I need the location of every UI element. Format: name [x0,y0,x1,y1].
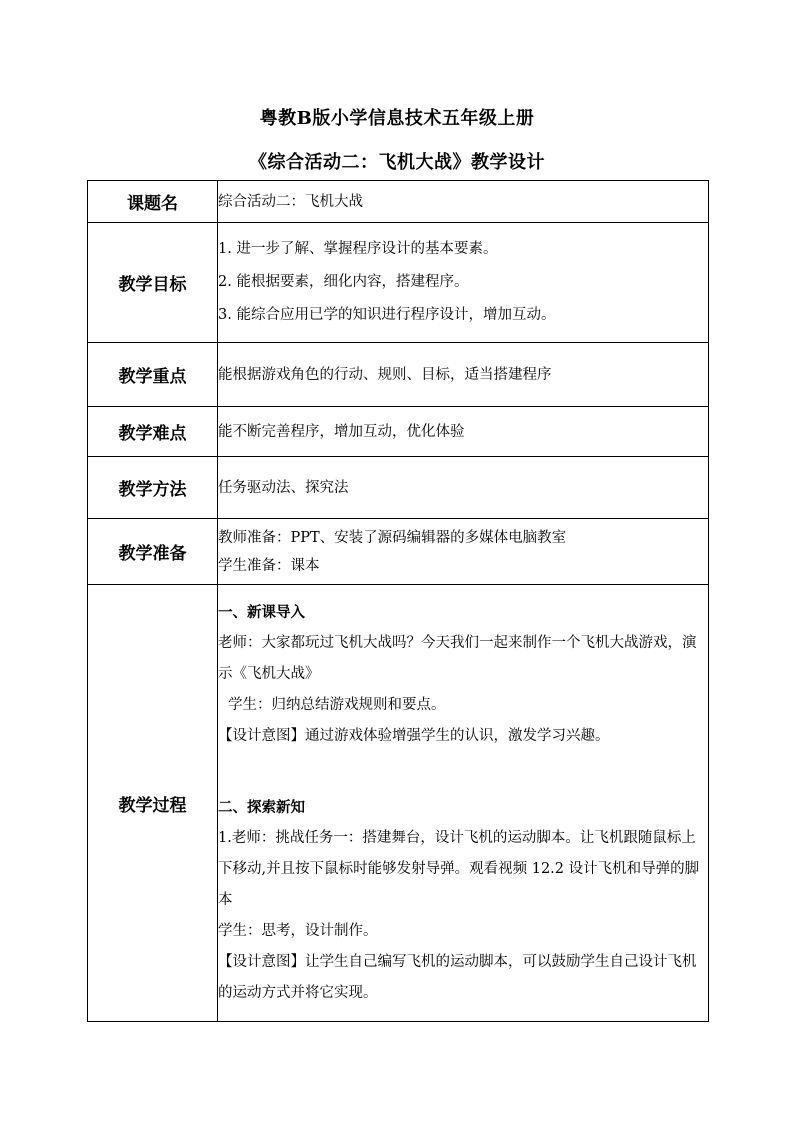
label-topic: 课题名 [88,181,218,223]
section2-student: 学生：思考，设计制作。 [218,923,378,939]
goal-item: 2. 能根据要素，细化内容，搭建程序。 [218,274,469,290]
difficulties-text: 能不断完善程序，增加互动，优化体验 [218,423,465,440]
section1-student: 学生：归纳总结游戏规则和要点。 [228,697,446,713]
label-methods: 教学方法 [88,457,218,519]
goal-item: 3. 能综合应用已学的知识进行程序设计，增加互动。 [218,307,556,323]
section1-teacher: 老师：大家都玩过飞机大战吗？今天我们一起来制作一个飞机大战游戏，演示《飞机大战》 [218,635,697,682]
lesson-plan-table [87,180,709,1022]
label-difficulties: 教学难点 [88,407,218,457]
section1-heading: 一、新课导入 [218,604,305,621]
section-spacer [218,752,708,792]
document-title: 粤教B版小学信息技术五年级上册 [259,108,535,129]
row-topic [88,181,709,223]
section1-intent: 【设计意图】通过游戏体验增强学生的认识，激发学习兴趣。 [218,728,610,744]
label-process: 教学过程 [88,585,218,1022]
row-process [88,585,709,1022]
label-key-points: 教学重点 [88,343,218,407]
value-methods [218,457,709,519]
section2-intent: 【设计意图】让学生自己编写飞机的运动脚本，可以鼓励学生自己设计飞机的运动方式并将它实现。 [218,954,697,1001]
student-preparation: 学生准备：课本 [218,557,320,574]
section2-heading: 二、探索新知 [218,799,305,816]
goal-item: 1. 进一步了解、掌握程序设计的基本要素。 [218,241,498,257]
row-difficulties [88,407,709,457]
label-goals: 教学目标 [88,223,218,343]
methods-text: 任务驱动法、探究法 [218,479,349,496]
topic-text: 综合活动二：飞机大战 [218,193,363,210]
teacher-preparation: 教师准备：PPT、安装了源码编辑器的多媒体电脑教室 [218,529,567,546]
value-process [218,585,709,1022]
label-preparation: 教学准备 [88,519,218,585]
value-difficulties [218,407,709,457]
value-goals [218,223,709,343]
value-preparation [218,519,709,585]
document-subtitle: 《综合活动二：飞机大战》教学设计 [249,152,545,173]
section2-task: 1.老师：挑战任务一：搭建舞台，设计飞机的运动脚本。让飞机跟随鼠标上下移动,并且按下鼠标时能够发射导弹。观看视频 12.2 设计飞机和导弹的脚本 [218,830,700,908]
row-preparation [88,519,709,585]
value-topic [218,181,709,223]
row-goals [88,223,709,343]
key-points-text: 能根据游戏角色的行动、规则、目标，适当搭建程序 [218,366,552,383]
row-key-points [88,343,709,407]
value-key-points [218,343,709,407]
row-methods [88,457,709,519]
